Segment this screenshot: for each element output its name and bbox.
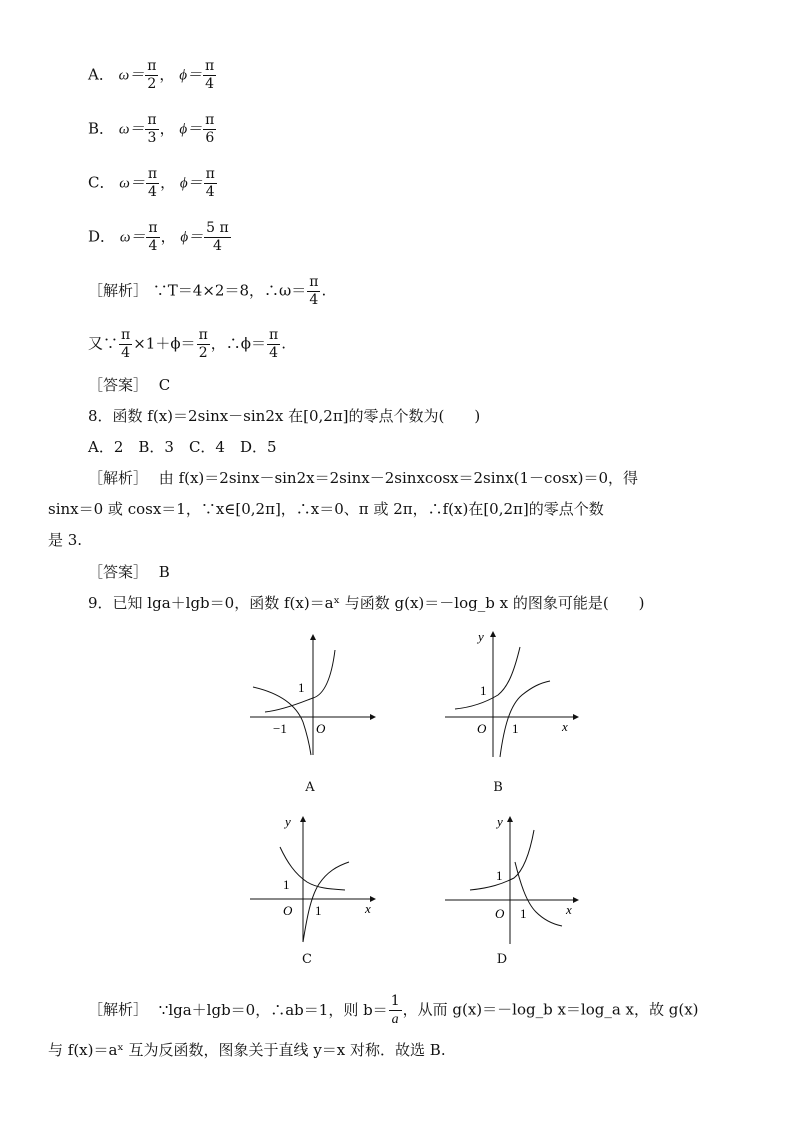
solution-tag: ［解析］ [88, 1000, 149, 1019]
omega-eq: ω＝ [118, 67, 145, 84]
q9-solution-line1 [88, 993, 699, 1028]
fraction: $\frac{\pi}{4}$ [121, 327, 131, 361]
phi-eq: ϕ＝ [180, 229, 204, 246]
answer-tag: ［答案］ [88, 563, 149, 581]
origin-label: O [283, 903, 293, 918]
omega-eq: ω＝ [118, 121, 145, 138]
q7-solution-line2: 又∵ $\frac{\pi}{4}$ ×1＋ϕ＝ $\frac{\pi}{2}$ ，∴ϕ＝ $\frac{\pi}{4}$ . [88, 327, 286, 361]
fraction: $\frac{\pi}{2}$ [147, 58, 157, 92]
solution-text: 由 f(x)＝2sinx－sin2x＝2sinx－2sinxcosx＝2sinx(1－cosx)＝0，得 [158, 469, 639, 487]
q8-solution-line1 [88, 468, 638, 488]
fraction: $\frac{\pi}{6}$ [205, 112, 215, 146]
phi-eq: ϕ＝ [179, 67, 202, 84]
fraction: $\frac{\pi}{4}$ [204, 58, 215, 92]
tick-y: 1 [496, 868, 503, 883]
answer-value: C [158, 376, 171, 394]
tick-x: 1 [512, 721, 519, 736]
q9-stem: 9．已知 lga＋lgb＝0，函数 f(x)＝aˣ 与函数 g(x)＝－log_b x 的图象可能是( ) [88, 594, 645, 612]
phi-eq: ϕ＝ [179, 175, 203, 192]
tick-x: −1 [273, 721, 287, 736]
graph-c [245, 812, 385, 967]
option-c: C． ω＝ $\frac{\pi}{4}$ ， ϕ＝ $\frac{\pi}{4}$ [88, 166, 215, 200]
answer-tag: ［答案］ [88, 376, 149, 394]
phi-eq: ϕ＝ [179, 121, 203, 138]
tick-y: 1 [283, 877, 290, 892]
solution-tag: ［解析］ [88, 281, 149, 300]
q8-solution-line3: 是 3. [48, 531, 83, 549]
option-b: B． ω＝ $\frac{\pi}{3}$ ， ϕ＝ $\frac{\pi}{6}$ [88, 112, 215, 146]
tick-y: 1 [298, 680, 305, 695]
q8-options: A．2 B．3 C．4 D．5 [88, 438, 277, 456]
origin-label: O [495, 906, 505, 921]
x-label: x [566, 902, 572, 917]
fraction: $\frac{5 \pi}{4}$ [206, 220, 229, 254]
q9-solution-line2: 与 f(x)＝aˣ 互为反函数，图象关于直线 y＝x 对称．故选 B. [48, 1041, 446, 1059]
answer-value: B [158, 563, 170, 581]
fraction: $\frac{\pi}{4}$ [147, 166, 158, 200]
tick-x: 1 [520, 906, 527, 921]
option-a: A． ω＝ $\frac{\pi}{2}$ ， ϕ＝ $\frac{\pi}{4}$ [88, 58, 215, 92]
fraction: $\frac{\pi}{4}$ [309, 274, 319, 308]
q7-solution-line1: ［解析］ ∵T＝4×2＝8，∴ω＝ $\frac{\pi}{4}$ . [88, 274, 327, 308]
option-letter: A． [88, 65, 114, 84]
graph-label: B [493, 780, 503, 795]
fraction: $\frac{\pi}{4}$ [205, 166, 215, 200]
option-letter: C． [88, 173, 115, 192]
log-curve [303, 862, 349, 942]
q8-answer [88, 562, 170, 582]
option-letter: B． [88, 119, 115, 138]
fraction: $\frac{\pi}{3}$ [147, 112, 157, 146]
y-label: y [497, 814, 503, 829]
graph-d [440, 812, 585, 967]
fraction: $\frac{1}{a}$ [390, 993, 400, 1027]
graph-label: A [305, 780, 315, 795]
x-label: x [365, 901, 371, 916]
origin-label: O [477, 721, 487, 736]
log-curve [500, 681, 550, 757]
exp-curve [455, 647, 520, 709]
solution-tag: ［解析］ [88, 469, 149, 487]
y-label: y [478, 629, 484, 644]
graph-label: C [302, 952, 312, 967]
option-d: D． ω＝ $\frac{\pi}{4}$ ， ϕ＝ $\frac{5 \pi}{4}$ [88, 220, 229, 254]
graph-label: D [496, 952, 508, 967]
q8-solution-line2: sinx＝0 或 cosx＝1，∵x∈[0,2π]，∴x＝0、π 或 2π，∴f(x)在[0,2π]的零点个数 [48, 500, 604, 518]
graph-b [440, 627, 585, 795]
tick-y: 1 [480, 683, 487, 698]
x-label: x [562, 719, 568, 734]
solution-text: ×1＋ϕ＝ [133, 334, 196, 353]
solution-text: ，从而 g(x)＝－log_b x＝log_a x，故 g(x) [402, 1000, 699, 1019]
origin-label: O [316, 721, 326, 736]
y-label: y [285, 814, 291, 829]
solution-text: ∵lga＋lgb＝0，∴ab＝1，则 b＝ [158, 1000, 388, 1019]
omega-eq: ω＝ [119, 175, 145, 192]
graph-a [245, 630, 385, 795]
fraction: $\frac{\pi}{4}$ [148, 220, 158, 254]
fraction: $\frac{\pi}{4}$ [269, 327, 279, 361]
solution-text: ∵T＝4×2＝8，∴ω＝ [152, 281, 307, 300]
q8-stem: 8．函数 f(x)＝2sinx－sin2x 在[0,2π]的零点个数为( ) [88, 407, 481, 425]
fraction: $\frac{\pi}{2}$ [198, 327, 208, 361]
solution-text: ，∴ϕ＝ [210, 334, 266, 353]
tick-x: 1 [315, 903, 322, 918]
solution-text: 又∵ [88, 334, 119, 353]
q7-answer [88, 375, 170, 395]
option-letter: D． [88, 227, 116, 246]
omega-eq: ω＝ [119, 229, 146, 246]
